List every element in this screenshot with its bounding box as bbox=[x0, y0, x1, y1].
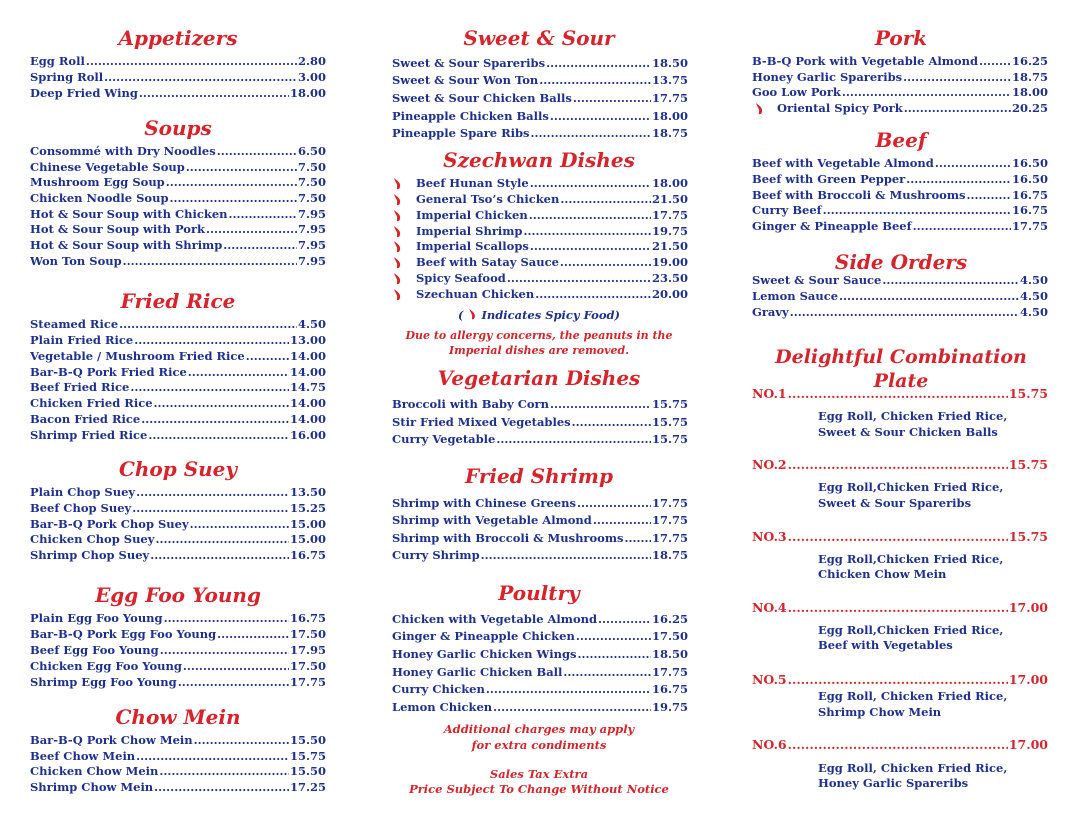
allergy-note: Imperial dishes are removed. bbox=[448, 344, 630, 357]
section-title-egg-foo-young: Egg Foo Young bbox=[95, 583, 261, 607]
combo-plate-6: NO.6 ..... 17.00 bbox=[752, 737, 1048, 753]
menu-item: Steamed Rice ..... 4.50 bbox=[30, 316, 326, 332]
combo-plate-3: NO.3 ..... 15.75 bbox=[752, 529, 1048, 545]
menu-column-2 bbox=[390, 0, 688, 832]
menu-item: Spicy Seafood ..... 23.50 bbox=[416, 270, 688, 286]
chili-pepper-icon bbox=[754, 102, 764, 116]
menu-item: Chicken Chow Mein ..... 15.50 bbox=[30, 763, 326, 779]
combo-description: Beef with Vegetables bbox=[818, 638, 953, 652]
section-title-fried-rice: Fried Rice bbox=[120, 289, 236, 313]
combo-description: Egg Roll, Chicken Fried Rice, bbox=[818, 761, 1008, 775]
section-title-szechwan: Szechwan Dishes bbox=[443, 148, 635, 172]
combo-description: Egg Roll, Chicken Fried Rice, bbox=[818, 409, 1008, 423]
section-title-side-orders: Side Orders bbox=[834, 250, 968, 274]
chili-pepper-icon bbox=[392, 256, 402, 270]
menu-item: Plain Fried Rice ..... 13.00 bbox=[30, 332, 326, 348]
condiments-note: Additional charges may apply bbox=[443, 722, 635, 736]
menu-item: Hot & Sour Soup with Chicken ..... 7.95 bbox=[30, 206, 326, 222]
combo-description: Egg Roll,Chicken Fried Rice, bbox=[818, 480, 1004, 494]
menu-item: Honey Garlic Chicken Wings ..... 18.50 bbox=[392, 646, 688, 662]
chili-pepper-icon bbox=[392, 272, 402, 286]
menu-item: Beef with Satay Sauce ..... 19.00 bbox=[416, 254, 688, 270]
menu-item: Curry Shrimp ..... 18.75 bbox=[392, 547, 688, 563]
chili-pepper-icon bbox=[392, 209, 402, 223]
chili-pepper-icon bbox=[392, 288, 402, 302]
section-title-soups: Soups bbox=[144, 116, 212, 140]
combo-plate-4: NO.4 ..... 17.00 bbox=[752, 600, 1048, 616]
menu-item: Broccoli with Baby Corn ..... 15.75 bbox=[392, 396, 688, 412]
menu-item: Deep Fried Wing ..... 18.00 bbox=[30, 85, 326, 101]
menu-item: Chicken with Vegetable Almond ..... 16.25 bbox=[392, 611, 688, 627]
combo-description: Chicken Chow Mein bbox=[818, 567, 947, 581]
chili-pepper-icon bbox=[392, 193, 402, 207]
menu-item: Chicken Fried Rice ..... 14.00 bbox=[30, 395, 326, 411]
chili-pepper-icon bbox=[392, 177, 402, 191]
menu-item: Szechuan Chicken ..... 20.00 bbox=[416, 286, 688, 302]
menu-item: Plain Chop Suey ..... 13.50 bbox=[30, 484, 326, 500]
menu-item: Imperial Scallops ..... 21.50 bbox=[416, 238, 688, 254]
combo-description: Egg Roll, Chicken Fried Rice, bbox=[818, 689, 1008, 703]
section-title-combination-plate: Delightful Combination Plate bbox=[775, 346, 1027, 392]
price-change-note: Price Subject To Change Without Notice bbox=[409, 782, 669, 796]
menu-item: Beef Hunan Style ..... 18.00 bbox=[416, 175, 688, 191]
combo-description: Sweet & Sour Spareribs bbox=[818, 496, 972, 510]
sales-tax-note: Sales Tax Extra bbox=[489, 767, 589, 781]
chili-pepper-icon bbox=[467, 308, 477, 321]
chili-pepper-icon bbox=[392, 225, 402, 239]
menu-item: Shrimp Chop Suey ..... 16.75 bbox=[30, 547, 326, 563]
menu-item: Honey Garlic Spareribs ..... 18.75 bbox=[752, 69, 1048, 85]
menu-item: Beef with Broccoli & Mushrooms ..... 16.75 bbox=[752, 187, 1048, 203]
menu-item: Bacon Fried Rice ..... 14.00 bbox=[30, 411, 326, 427]
menu-item: Sweet & Sour Won Ton ..... 13.75 bbox=[392, 72, 688, 88]
combo-plate-5: NO.5 ..... 17.00 bbox=[752, 672, 1048, 688]
combo-plate-2: NO.2 ..... 15.75 bbox=[752, 457, 1048, 473]
menu-item: Stir Fried Mixed Vegetables ..... 15.75 bbox=[392, 414, 688, 430]
combo-description: Egg Roll,Chicken Fried Rice, bbox=[818, 623, 1004, 637]
chili-pepper-icon bbox=[392, 240, 402, 254]
section-title-chop-suey: Chop Suey bbox=[118, 457, 238, 481]
menu-item: Shrimp Chow Mein ..... 17.25 bbox=[30, 779, 326, 795]
menu-item: B-B-Q Pork with Vegetable Almond ..... 16.25 bbox=[752, 53, 1048, 69]
menu-item: Pineapple Spare Ribs ..... 18.75 bbox=[392, 125, 688, 141]
menu-item: Bar-B-Q Pork Fried Rice ..... 14.00 bbox=[30, 364, 326, 380]
menu-item: Shrimp with Broccoli & Mushrooms ..... 17.75 bbox=[392, 530, 688, 546]
combo-plate-1: NO.1 ..... 15.75 bbox=[752, 386, 1048, 402]
section-title-appetizers: Appetizers bbox=[118, 26, 238, 50]
menu-item: Sweet & Sour Chicken Balls ..... 17.75 bbox=[392, 90, 688, 106]
combo-description: Sweet & Sour Chicken Balls bbox=[818, 425, 998, 439]
menu-item: Bar-B-Q Pork Chow Mein ..... 15.50 bbox=[30, 732, 326, 748]
menu-item: Chicken Egg Foo Young ..... 17.50 bbox=[30, 658, 326, 674]
menu-item: Beef with Vegetable Almond ..... 16.50 bbox=[752, 155, 1048, 171]
menu-item: Sweet & Sour Sauce ..... 4.50 bbox=[752, 272, 1048, 288]
menu-item: Imperial Chicken ..... 17.75 bbox=[416, 207, 688, 223]
menu-item: Shrimp with Chinese Greens ..... 17.75 bbox=[392, 495, 688, 511]
menu-item: Hot & Sour Soup with Shrimp ..... 7.95 bbox=[30, 237, 326, 253]
menu-item: Consommé with Dry Noodles ..... 6.50 bbox=[30, 143, 326, 159]
allergy-note: Due to allergy concerns, the peanuts in the bbox=[405, 329, 673, 342]
section-title-fried-shrimp: Fried Shrimp bbox=[465, 464, 613, 488]
section-title-poultry: Poultry bbox=[498, 581, 580, 605]
menu-item: Beef Chop Suey ..... 15.25 bbox=[30, 500, 326, 516]
menu-item: Pineapple Chicken Balls ..... 18.00 bbox=[392, 108, 688, 124]
menu-item: Lemon Sauce ..... 4.50 bbox=[752, 288, 1048, 304]
menu-item: Ginger & Pineapple Chicken ..... 17.50 bbox=[392, 628, 688, 644]
section-title-chow-mein: Chow Mein bbox=[115, 705, 241, 729]
combo-description: Egg Roll,Chicken Fried Rice, bbox=[818, 552, 1004, 566]
section-title-beef: Beef bbox=[875, 128, 927, 152]
menu-item: Lemon Chicken ..... 19.75 bbox=[392, 699, 688, 715]
menu-item: Bar-B-Q Pork Egg Foo Young ..... 17.50 bbox=[30, 626, 326, 642]
menu-item: Shrimp with Vegetable Almond ..... 17.75 bbox=[392, 512, 688, 528]
condiments-note: for extra condiments bbox=[471, 738, 607, 752]
section-title-pork: Pork bbox=[874, 26, 928, 50]
menu-item: Curry Chicken ..... 16.75 bbox=[392, 681, 688, 697]
menu-item: Won Ton Soup ..... 7.95 bbox=[30, 253, 326, 269]
menu-column-1 bbox=[30, 0, 326, 832]
menu-item: Honey Garlic Chicken Ball ..... 17.75 bbox=[392, 664, 688, 680]
menu-item: Oriental Spicy Pork ..... 20.25 bbox=[777, 100, 1048, 116]
menu-item: Chinese Vegetable Soup ..... 7.50 bbox=[30, 159, 326, 175]
menu-item: Beef Chow Mein ..... 15.75 bbox=[30, 748, 326, 764]
menu-item: Goo Low Pork ..... 18.00 bbox=[752, 84, 1048, 100]
menu-item: Mushroom Egg Soup ..... 7.50 bbox=[30, 174, 326, 190]
menu-item: Beef with Green Pepper ..... 16.50 bbox=[752, 171, 1048, 187]
menu-item: Hot & Sour Soup with Pork ..... 7.95 bbox=[30, 221, 326, 237]
combo-description: Honey Garlic Spareribs bbox=[818, 776, 969, 790]
menu-item: General Tso’s Chicken ..... 21.50 bbox=[416, 191, 688, 207]
section-title-sweet-sour: Sweet & Sour bbox=[463, 26, 615, 50]
menu-item: Curry Vegetable ..... 15.75 bbox=[392, 431, 688, 447]
menu-item: Gravy ..... 4.50 bbox=[752, 304, 1048, 320]
menu-item: Vegetable / Mushroom Fried Rice ..... 14.00 bbox=[30, 348, 326, 364]
menu-item: Beef Fried Rice ..... 14.75 bbox=[30, 379, 326, 395]
menu-item: Egg Roll ..... 2.80 bbox=[30, 53, 326, 69]
menu-item: Ginger & Pineapple Beef ..... 17.75 bbox=[752, 218, 1048, 234]
menu-item: Spring Roll ..... 3.00 bbox=[30, 69, 326, 85]
menu-item: Beef Egg Foo Young ..... 17.95 bbox=[30, 642, 326, 658]
menu-item: Sweet & Sour Spareribs ..... 18.50 bbox=[392, 55, 688, 71]
spicy-legend: ( Indicates Spicy Food) bbox=[458, 308, 620, 322]
menu-item: Curry Beef ..... 16.75 bbox=[752, 202, 1048, 218]
combo-description: Shrimp Chow Mein bbox=[818, 705, 942, 719]
menu-item: Shrimp Fried Rice ..... 16.00 bbox=[30, 427, 326, 443]
menu-item: Bar-B-Q Pork Chop Suey ..... 15.00 bbox=[30, 516, 326, 532]
menu-column-3 bbox=[752, 0, 1050, 832]
menu-item: Shrimp Egg Foo Young ..... 17.75 bbox=[30, 674, 326, 690]
section-title-vegetarian: Vegetarian Dishes bbox=[437, 366, 641, 390]
menu-item: Imperial Shrimp ..... 19.75 bbox=[416, 223, 688, 239]
menu-item: Plain Egg Foo Young ..... 16.75 bbox=[30, 610, 326, 626]
menu-item: Chicken Chop Suey ..... 15.00 bbox=[30, 531, 326, 547]
menu-item: Chicken Noodle Soup ..... 7.50 bbox=[30, 190, 326, 206]
